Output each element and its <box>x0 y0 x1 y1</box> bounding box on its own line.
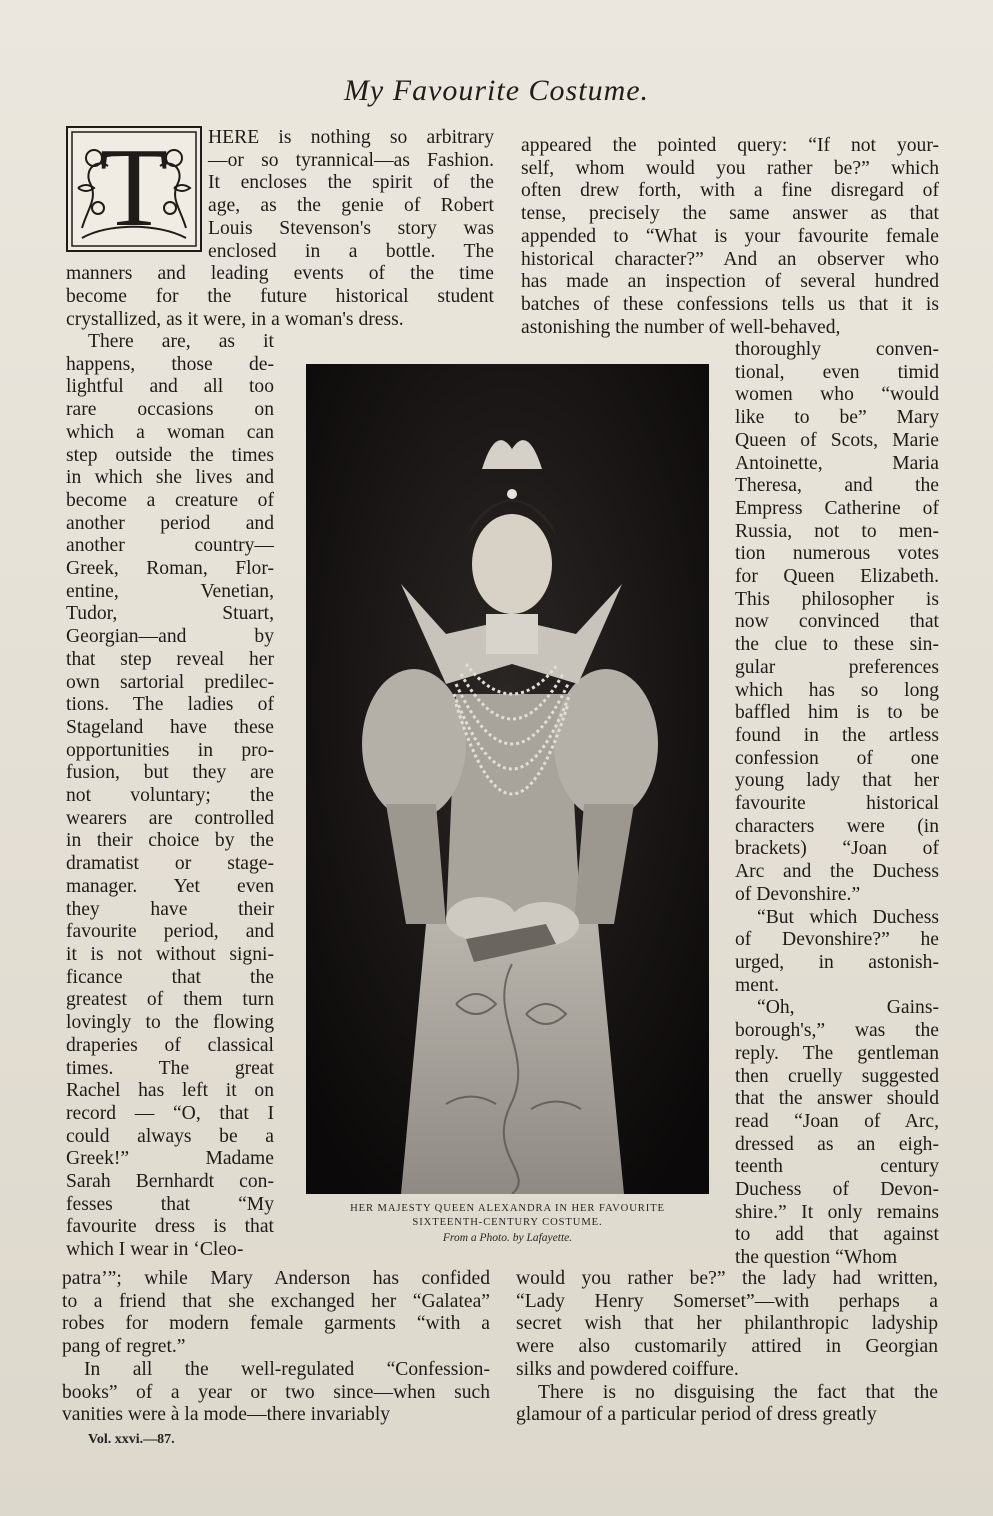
right-narrow-line: women who “would <box>735 384 939 406</box>
left-top-line: It encloses the spirit of the <box>208 172 494 194</box>
left-narrow-line: another country— <box>66 535 274 557</box>
right-top-line: appeared the pointed query: “If not your- <box>521 135 939 156</box>
left-top-line: Louis Stevenson's story was <box>208 217 494 239</box>
left-narrow-line: tions. The ladies of <box>66 694 274 716</box>
left-narrow-line: own sartorial predilec- <box>66 671 274 693</box>
right-narrow-line: “But which Duchess <box>757 906 939 928</box>
left-narrow-line: another period and <box>66 512 274 534</box>
right-bottom-line: were also customarily attired in Georgian <box>516 1336 938 1358</box>
caption-line-2: SIXTEENTH-CENTURY COSTUME. <box>412 1217 603 1228</box>
left-narrow-line: that step reveal her <box>66 648 274 670</box>
right-top-line: self, whom would you rather be?” which <box>521 157 939 179</box>
right-narrow-line: urged, in astonish- <box>735 951 939 973</box>
left-bottom-line: books” of a year or two since—when such <box>62 1381 490 1403</box>
left-bottom-line: patra’”; while Mary Anderson has confided <box>62 1268 490 1289</box>
left-narrow-line: Tudor, Stuart, <box>66 603 274 625</box>
right-bottom-line: “Lady Henry Somerset”—with perhaps a <box>516 1290 938 1312</box>
right-narrow-line: Russia, not to men- <box>735 520 939 542</box>
left-narrow-line: fusion, but they are <box>66 762 274 784</box>
right-top-line: historical character?” And an observer who <box>521 248 939 270</box>
right-narrow-line: to add that against <box>735 1224 939 1246</box>
right-narrow-line: shire.” It only remains <box>735 1201 939 1223</box>
drop-cap-letter: T <box>99 126 169 250</box>
left-narrow-line: There are, as it <box>88 331 274 352</box>
left-narrow-line: it is not without signi- <box>66 943 274 965</box>
left-narrow-line: rare occasions on <box>66 399 274 421</box>
left-narrow-line: record — “O, that I <box>66 1102 274 1124</box>
right-narrow-line: found in the artless <box>735 724 939 746</box>
left-column-top <box>66 127 494 331</box>
right-bottom-line: glamour of a particular period of dress greatly <box>516 1404 877 1426</box>
right-top-line: batches of these confessions tells us that it is <box>521 293 939 315</box>
right-narrow-line: Arc and the Duchess <box>735 861 939 883</box>
left-narrow-line: draperies of classical <box>66 1034 274 1056</box>
left-narrow-line: in their choice by the <box>66 830 274 852</box>
right-narrow-line: the clue to these sin- <box>735 634 939 656</box>
left-narrow-line: in which she lives and <box>66 467 274 489</box>
left-narrow-line: ficance that the <box>66 966 274 988</box>
right-narrow-line: Duchess of Devon- <box>735 1179 939 1201</box>
left-narrow-line: dramatist or stage- <box>66 853 274 875</box>
right-narrow-line: gular preferences <box>735 656 939 678</box>
left-bottom-line: robes for modern female garments “with a <box>62 1313 490 1335</box>
left-top-line: manners and leading events of the time <box>66 263 494 285</box>
right-narrow-line: of Devonshire.” <box>735 883 861 905</box>
right-narrow-line: thoroughly conven- <box>735 339 939 360</box>
right-narrow-line: of Devonshire?” he <box>735 929 939 951</box>
left-column-bottom <box>62 1268 490 1427</box>
left-bottom-line: pang of regret.” <box>62 1336 186 1358</box>
right-narrow-line: reply. The gentleman <box>735 1042 939 1064</box>
right-narrow-line: read “Joan of Arc, <box>735 1110 939 1132</box>
right-bottom-line: There is no disguising the fact that the <box>538 1381 938 1403</box>
left-narrow-line: greatest of them turn <box>66 989 274 1011</box>
right-bottom-line: secret wish that her philanthropic ladyship <box>516 1313 938 1335</box>
left-narrow-line: Greek, Roman, Flor- <box>66 558 274 580</box>
left-narrow-line: happens, those de- <box>66 353 274 375</box>
left-top-line: HERE is nothing so arbitrary <box>208 127 494 148</box>
right-narrow-line: confession of one <box>735 747 939 769</box>
page-title: My Favourite Costume. <box>343 74 650 107</box>
right-bottom-line: would you rather be?” the lady had written, <box>516 1268 938 1289</box>
left-bottom-line: In all the well-regulated “Confession- <box>84 1358 490 1380</box>
left-narrow-line: step outside the times <box>66 444 274 466</box>
volume-page-number: Vol. xxvi.—87. <box>88 1432 175 1447</box>
photo-caption <box>300 1202 715 1246</box>
caption-line-1: HER MAJESTY QUEEN ALEXANDRA IN HER FAVOURITE <box>350 1203 665 1214</box>
left-top-line: age, as the genie of Robert <box>208 195 494 217</box>
photo-credit: From a Photo. by Lafayette. <box>442 1232 573 1244</box>
right-narrow-line: characters were (in <box>735 815 939 837</box>
left-narrow-line: Rachel has left it on <box>66 1080 274 1102</box>
right-column-narrow <box>735 339 939 1270</box>
right-narrow-line: young lady that her <box>735 770 939 792</box>
left-narrow-line: could always be a <box>66 1125 274 1147</box>
left-narrow-line: Greek!” Madame <box>66 1148 274 1170</box>
right-narrow-line: Antoinette, Maria <box>735 452 939 474</box>
left-bottom-line: vanities were à la mode—there invariably <box>62 1404 391 1426</box>
right-column-bottom <box>516 1268 938 1427</box>
left-narrow-line: become a creature of <box>66 489 274 511</box>
right-narrow-line: then cruelly suggested <box>735 1065 939 1087</box>
right-narrow-line: borough's,” was the <box>735 1020 939 1042</box>
left-narrow-line: lovingly to the flowing <box>66 1012 274 1034</box>
left-narrow-line: Stageland have these <box>66 716 274 738</box>
left-narrow-line: manager. Yet even <box>66 875 274 897</box>
left-narrow-line: Sarah Bernhardt con- <box>66 1171 274 1193</box>
right-narrow-line: ment. <box>735 974 780 996</box>
left-narrow-line: lightful and all too <box>66 376 274 398</box>
left-narrow-line: they have their <box>66 898 274 920</box>
left-narrow-line: entine, Venetian, <box>66 580 274 602</box>
right-narrow-line: that the answer should <box>735 1088 939 1110</box>
right-narrow-line: Queen of Scots, Marie <box>735 429 939 451</box>
right-narrow-line: Empress Catherine of <box>735 497 939 519</box>
left-narrow-line: Georgian—and by <box>66 626 274 648</box>
right-narrow-line: like to be” Mary <box>735 407 939 429</box>
right-narrow-line: This philosopher is <box>735 588 939 610</box>
right-top-line: often drew forth, with a fine disregard of <box>521 180 939 202</box>
left-narrow-line: not voluntary; the <box>66 785 274 807</box>
right-column-top <box>521 135 939 339</box>
left-top-line: enclosed in a bottle. The <box>208 240 494 262</box>
left-narrow-line: which a woman can <box>66 421 274 443</box>
left-narrow-line: favourite period, and <box>66 921 274 943</box>
left-narrow-line: times. The great <box>66 1057 274 1079</box>
right-top-line: astonishing the number of well-behaved, <box>521 316 841 338</box>
left-narrow-line: wearers are controlled <box>66 807 274 829</box>
queen-alexandra-photograph <box>306 364 709 1194</box>
portrait-figure-icon <box>306 364 709 1194</box>
left-top-line: become for the future historical student <box>66 285 494 307</box>
right-narrow-line: now convinced that <box>735 611 939 633</box>
left-top-line: —or so tyrannical—as Fashion. <box>208 149 494 171</box>
right-narrow-line: which has so long <box>735 679 939 701</box>
right-bottom-line: silks and powdered coiffure. <box>516 1358 739 1380</box>
right-narrow-line: tional, even timid <box>735 361 939 383</box>
right-narrow-line: Theresa, and the <box>735 475 939 497</box>
right-narrow-line: dressed as an eigh- <box>735 1133 939 1155</box>
left-narrow-line: opportunities in pro- <box>66 739 274 761</box>
right-narrow-line: teenth century <box>735 1156 939 1178</box>
right-top-line: appended to “What is your favourite female <box>521 225 939 247</box>
right-narrow-line: baffled him is to be <box>735 702 939 724</box>
right-narrow-line: brackets) “Joan of <box>735 838 939 860</box>
left-bottom-line: to a friend that she exchanged her “Galatea” <box>62 1290 490 1312</box>
right-top-line: tense, precisely the same answer as that <box>521 203 939 225</box>
right-top-line: has made an inspection of several hundred <box>521 271 939 293</box>
right-narrow-line: favourite historical <box>735 793 939 815</box>
right-narrow-line: for Queen Elizabeth. <box>735 566 939 588</box>
right-narrow-line: tion numerous votes <box>735 543 939 565</box>
left-top-line: crystallized, as it were, in a woman's dress. <box>66 308 404 330</box>
left-narrow-line: which I wear in ‘Cleo- <box>66 1239 244 1261</box>
right-narrow-line: “Oh, Gains- <box>757 997 939 1019</box>
left-column-narrow <box>66 331 274 1262</box>
right-narrow-line: the question “Whom <box>735 1247 898 1269</box>
left-narrow-line: favourite dress is that <box>66 1216 274 1238</box>
left-narrow-line: fesses that “My <box>66 1193 274 1215</box>
